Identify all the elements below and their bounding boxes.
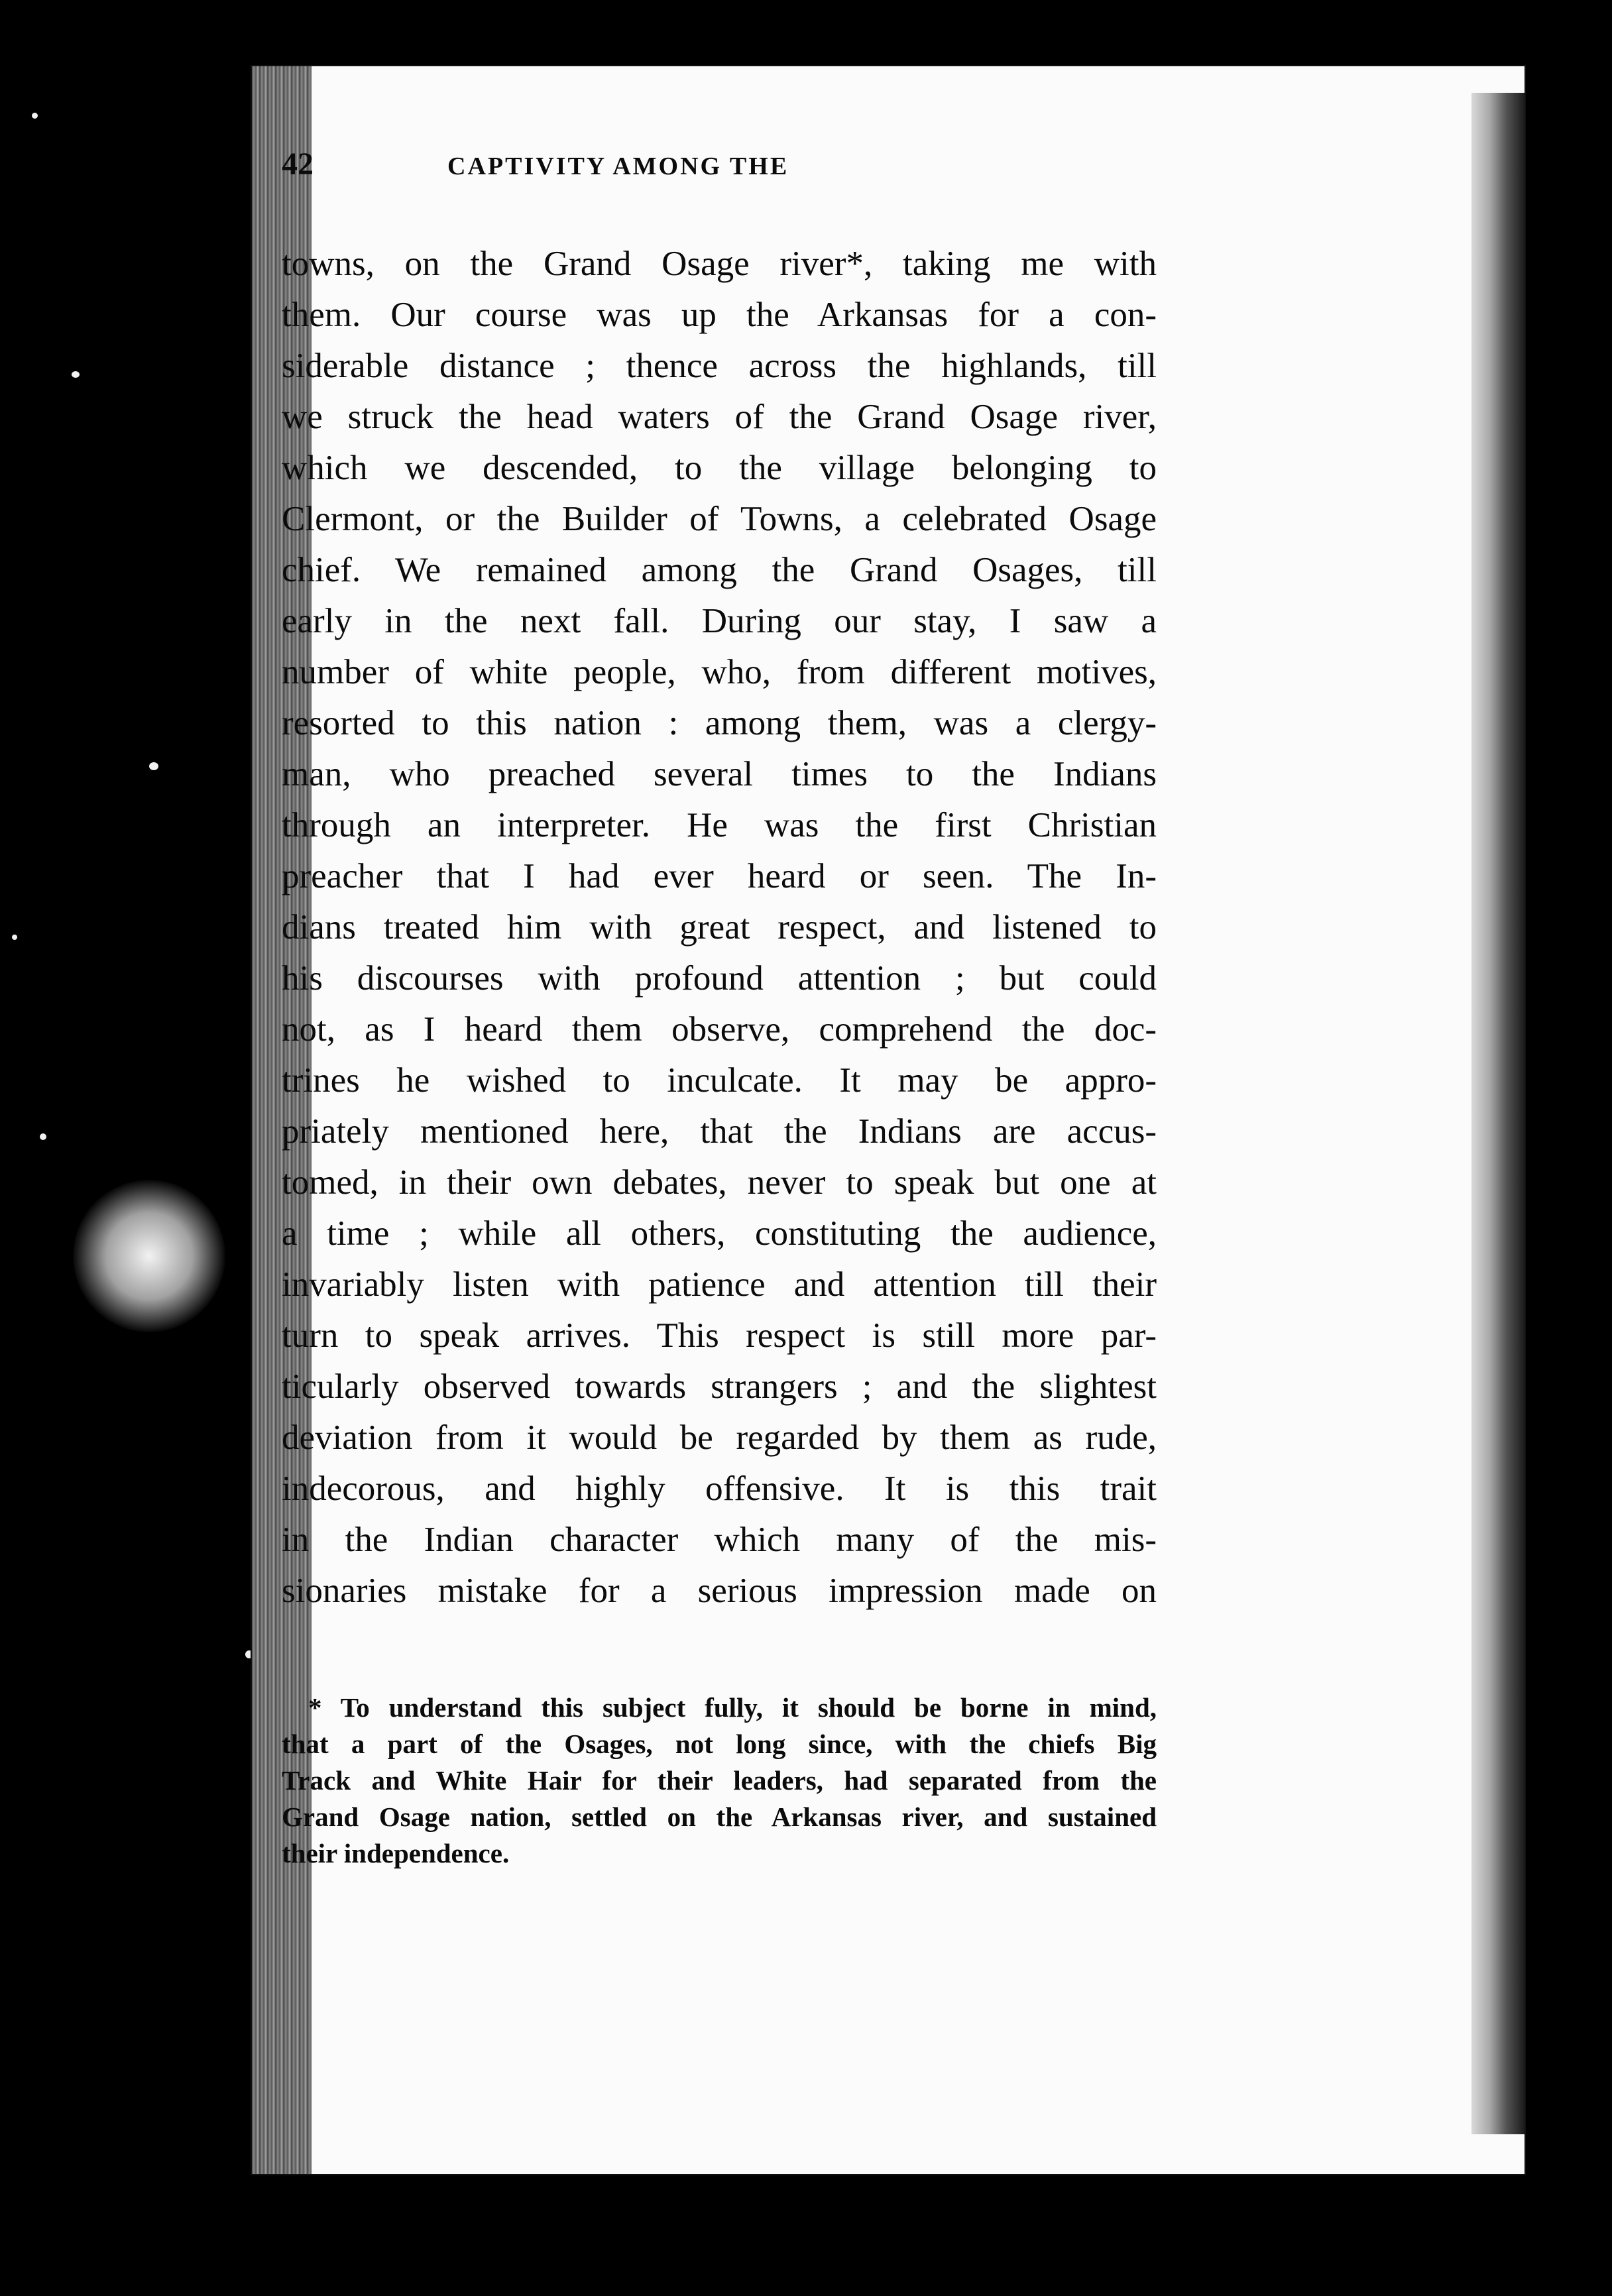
body-line: preacher that I had ever heard or seen. The In- <box>282 857 1157 895</box>
footnote-line: Track and White Hair for their leaders, had separated from the <box>282 1765 1157 1796</box>
body-line: we struck the head waters of the Grand Osage river, <box>282 398 1157 436</box>
dust-speck <box>32 113 38 119</box>
running-head-title: CAPTIVITY AMONG THE <box>447 152 789 180</box>
dust-speck <box>40 1133 46 1140</box>
body-line: which we descended, to the village belonging to <box>282 449 1157 487</box>
body-line: in the Indian character which many of the mis- <box>282 1521 1157 1559</box>
running-head <box>282 146 1157 212</box>
body-line: turn to speak arrives. This respect is still more par- <box>282 1316 1157 1355</box>
body-line: man, who preached several times to the Indians <box>282 755 1157 793</box>
page-number: 42 <box>282 146 314 182</box>
footnote-line: * To understand this subject fully, it should be borne in mind, <box>308 1692 1157 1723</box>
white-stain-mark <box>73 1180 225 1332</box>
body-line: through an interpreter. He was the first Christian <box>282 806 1157 844</box>
footnote-line: Grand Osage nation, settled on the Arkansas river, and sustained <box>282 1802 1157 1832</box>
body-line: Clermont, or the Builder of Towns, a celebrated Osage <box>282 500 1157 538</box>
body-line: early in the next fall. During our stay, I saw a <box>282 602 1157 640</box>
body-line: chief. We remained among the Grand Osages, till <box>282 551 1157 589</box>
body-line: dians treated him with great respect, and listened to <box>282 908 1157 947</box>
body-text <box>282 239 1157 1617</box>
body-line: towns, on the Grand Osage river*, taking me with <box>282 245 1157 283</box>
body-line: number of white people, who, from different motives, <box>282 653 1157 691</box>
body-line: a time ; while all others, constituting the audience, <box>282 1214 1157 1253</box>
dust-speck <box>72 371 80 378</box>
body-line: trines he wished to inculcate. It may be appro- <box>282 1061 1157 1100</box>
dust-speck <box>12 935 17 940</box>
body-line: them. Our course was up the Arkansas for a con- <box>282 296 1157 334</box>
body-line: resorted to this nation : among them, was a clergy- <box>282 704 1157 742</box>
dust-speck <box>149 762 158 770</box>
footnote-line: their independence. <box>282 1838 510 1868</box>
body-line: siderable distance ; thence across the highlands, till <box>282 347 1157 385</box>
body-line: invariably listen with patience and attention till their <box>282 1265 1157 1304</box>
page-content <box>282 146 1157 1872</box>
body-line: priately mentioned here, that the Indians are accus- <box>282 1112 1157 1151</box>
footnote <box>282 1690 1157 1872</box>
page-right-edge <box>1471 93 1525 2134</box>
body-line: tomed, in their own debates, never to speak but one at <box>282 1163 1157 1202</box>
body-line: his discourses with profound attention ; but could <box>282 959 1157 998</box>
footnote-line: that a part of the Osages, not long since, with the chiefs Big <box>282 1729 1157 1759</box>
body-line: deviation from it would be regarded by them as rude, <box>282 1418 1157 1457</box>
body-line: indecorous, and highly offensive. It is this trait <box>282 1469 1157 1508</box>
body-line: not, as I heard them observe, comprehend the doc- <box>282 1010 1157 1049</box>
body-line: ticularly observed towards strangers ; and the slightest <box>282 1367 1157 1406</box>
body-line: sionaries mistake for a serious impression made on <box>282 1572 1157 1610</box>
